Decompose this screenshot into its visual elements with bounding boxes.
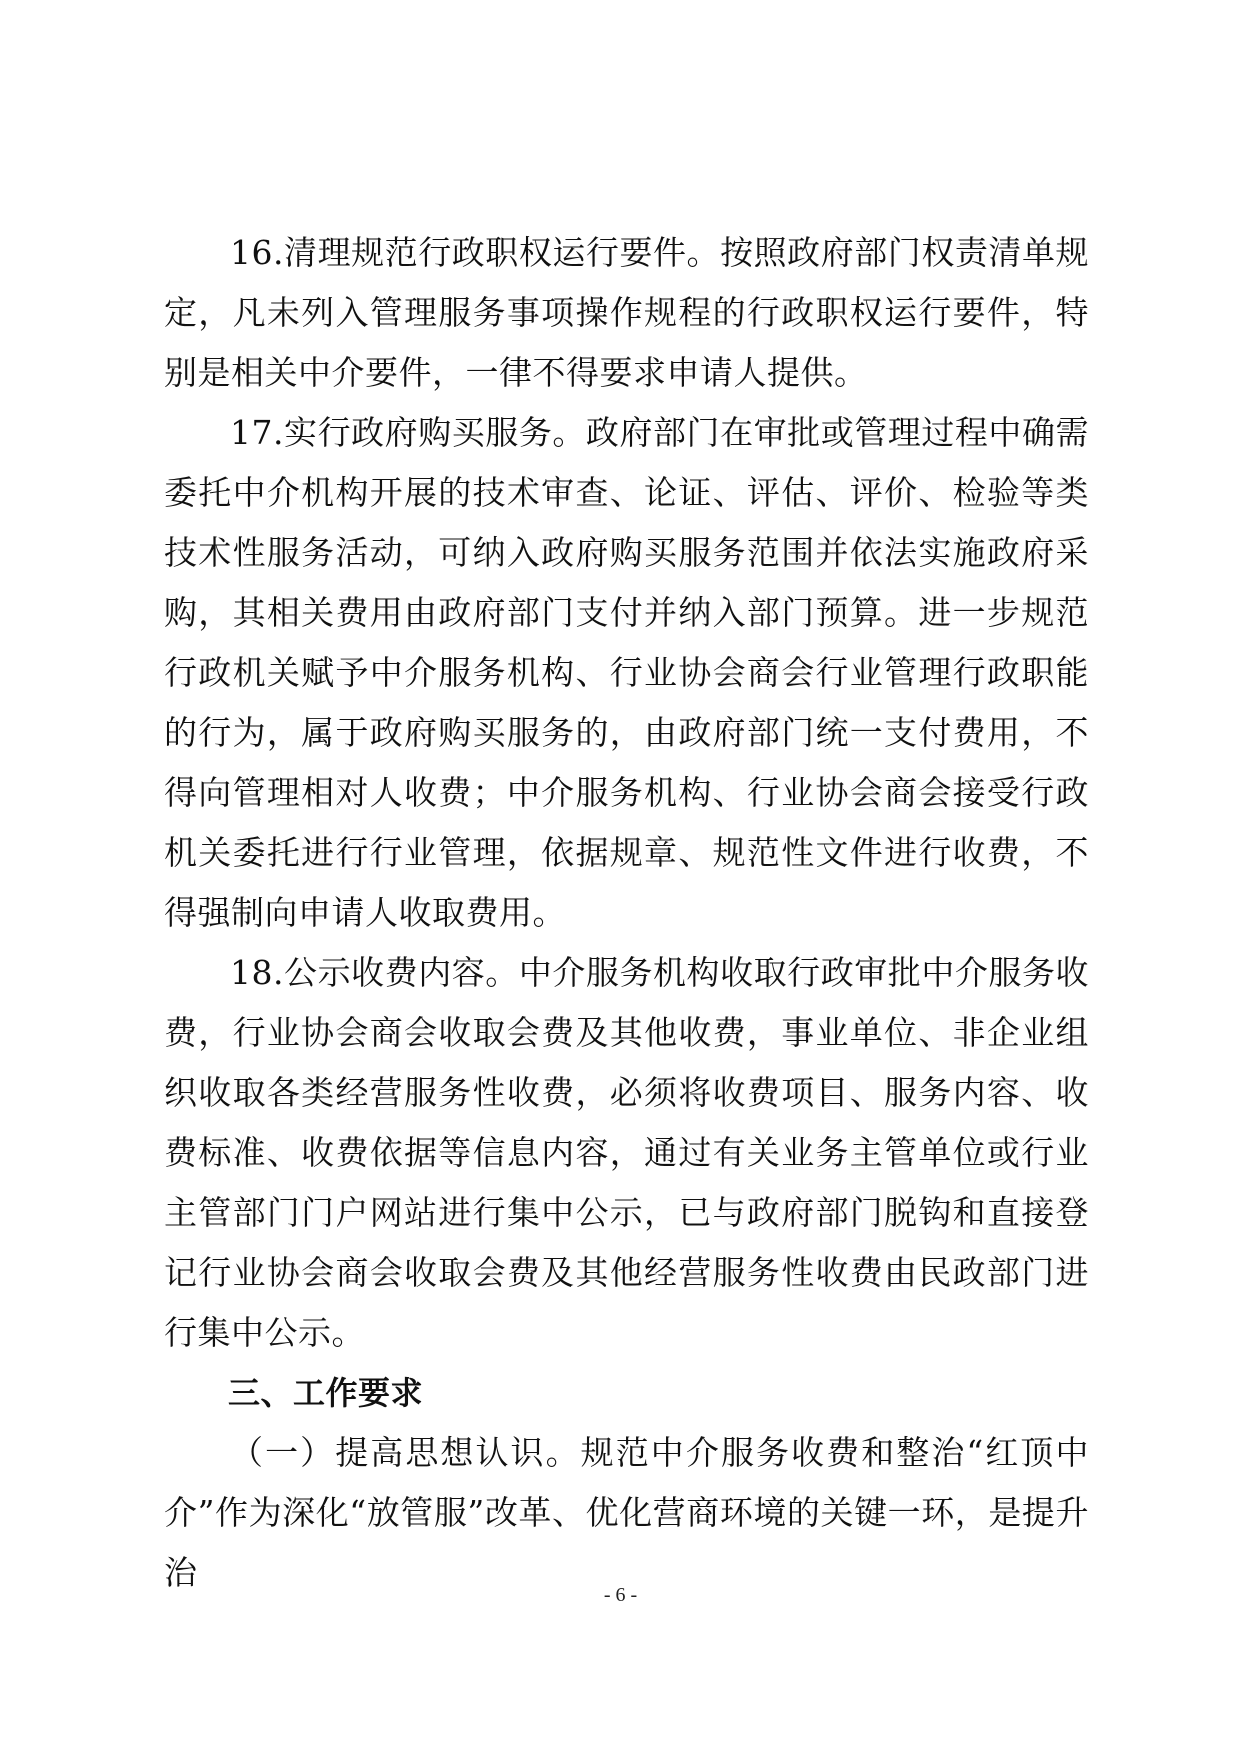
paragraph-17: 17.实行政府购买服务。政府部门在审批或管理过程中确需委托中介机构开展的技术审查、论证、评估、评价、检验等类技术性服务活动，可纳入政府购买服务范围并依法实施政府采购，其相关费用由政府部门支付并纳入部门预算。进一步规范行政机关赋予中介服务机构、行业协会商会行业管理行政职能的行为，属于政府购买服务的，由政府部门统一支付费用，不得向管理相对人收费；中介服务机构、行业协会商会接受行政机关委托进行行业管理，依据规章、规范性文件进行收费，不得强制向申请人收取费用。 xyxy=(164,413,1089,932)
paragraph-18: 18.公示收费内容。中介服务机构收取行政审批中介服务收费，行业协会商会收取会费及其他收费，事业单位、非企业组织收取各类经营服务性收费，必须将收费项目、服务内容、收费标准、收费依据等信息内容，通过有关业务主管单位或行业主管部门门户网站进行集中公示，已与政府部门脱钩和直接登记行业协会商会收取会费及其他经营服务性收费由民政部门进行集中公示。 xyxy=(164,953,1089,1352)
section-paragraph-1: （一）提高思想认识。规范中介服务收费和整治“红顶中介”作为深化“放管服”改革、优化营商环境的关键一环，是提升治 xyxy=(164,1433,1089,1592)
paragraph-16: 16.清理规范行政职权运行要件。按照政府部门权责清单规定，凡未列入管理服务事项操作规程的行政职权运行要件，特别是相关中介要件，一律不得要求申请人提供。 xyxy=(164,233,1089,392)
page-number: - 6 - xyxy=(603,1584,638,1606)
section-heading: 三、工作要求 xyxy=(228,1374,424,1412)
body-text xyxy=(164,223,1089,1603)
